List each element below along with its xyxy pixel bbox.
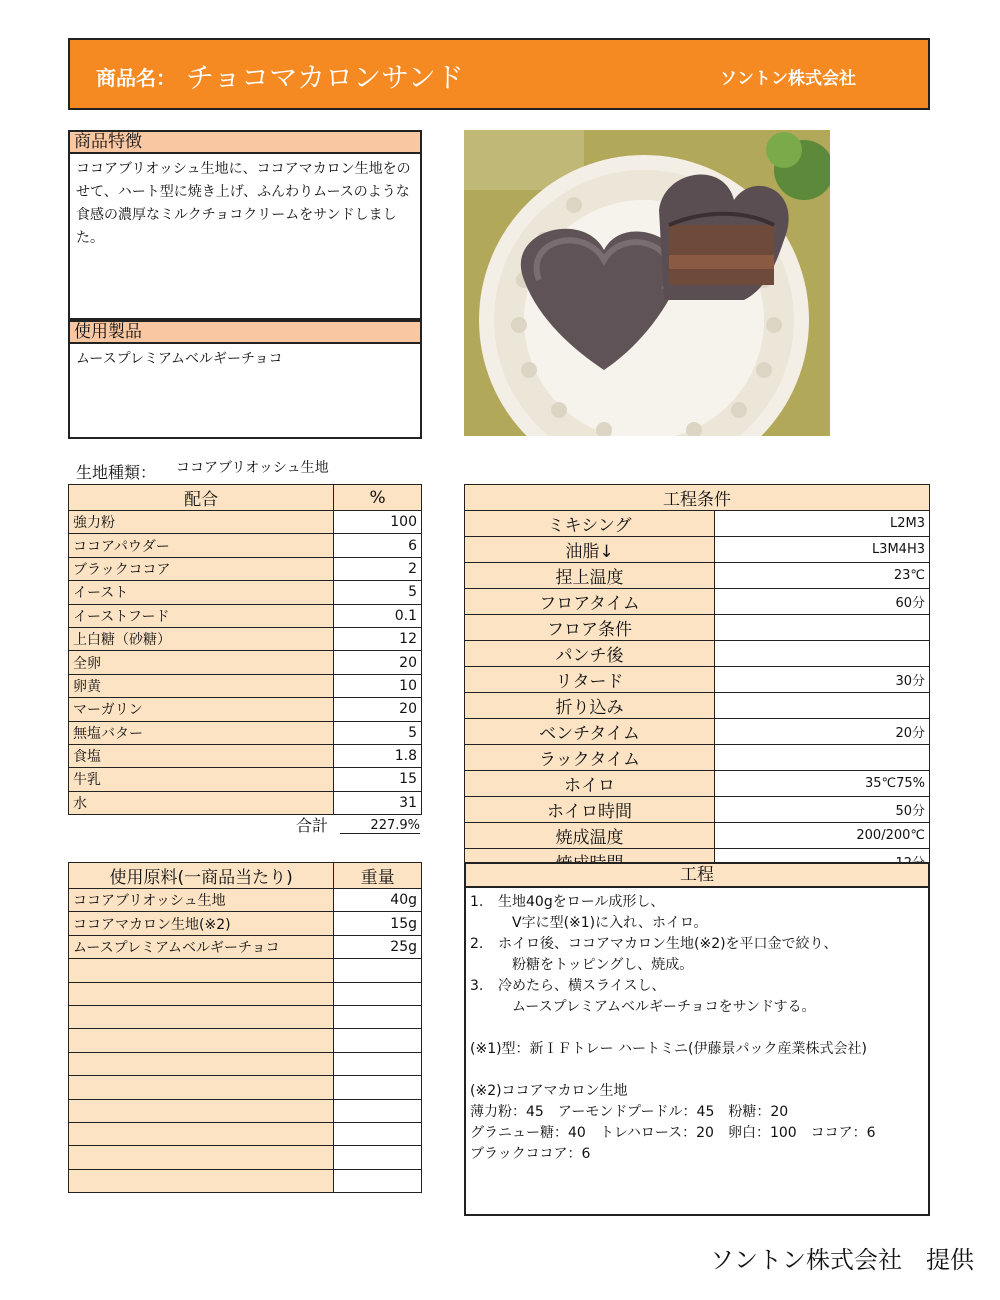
ingredients-row bbox=[69, 959, 422, 982]
conditions-row bbox=[465, 615, 930, 641]
conditions-row bbox=[465, 693, 930, 719]
ingredient-name bbox=[69, 1029, 334, 1052]
condition-name: 捏上温度 bbox=[465, 563, 715, 589]
condition-value: 60分 bbox=[715, 589, 930, 615]
header-company: ソントン株式会社 bbox=[720, 69, 856, 89]
recipe-percent: 2 bbox=[334, 557, 422, 580]
footer-credit: ソントン株式会社 提供 bbox=[710, 1246, 974, 1274]
recipe-percent: 20 bbox=[334, 698, 422, 721]
conditions-row bbox=[465, 719, 930, 745]
ingredient-weight bbox=[334, 1052, 422, 1075]
process-note-macaron-line: 薄力粉：45 アーモンドプードル：45 粉糖：20 bbox=[470, 1104, 789, 1120]
process-step-text: V字に型(※1)に入れ、ホイロ。 bbox=[498, 915, 708, 931]
ingredient-name bbox=[69, 1052, 334, 1075]
process-body bbox=[466, 888, 928, 1169]
recipe-row bbox=[69, 511, 422, 534]
ingredient-weight: 15g bbox=[334, 912, 422, 935]
ingredients-row bbox=[69, 1005, 422, 1028]
condition-value: L2M3 bbox=[715, 511, 930, 537]
process-note-macaron-line: グラニュー糖：40 トレハロース：20 卵白：100 ココア：6 bbox=[470, 1125, 876, 1141]
conditions-row bbox=[465, 667, 930, 693]
condition-name: フロアタイム bbox=[465, 589, 715, 615]
product-name: チョコマカロンサンド bbox=[186, 61, 464, 94]
ingredients-row bbox=[69, 1076, 422, 1099]
product-photo-illustration bbox=[464, 130, 830, 436]
features-text: ココアブリオッシュ生地に、ココアマカロン生地をのせて、ハート型に焼き上げ、ふんわりムースのような食感の濃厚なミルクチョコクリームをサンドしました。 bbox=[76, 161, 411, 246]
process-step-line bbox=[470, 997, 924, 1018]
condition-name: 折り込み bbox=[465, 693, 715, 719]
ingredient-weight bbox=[334, 1122, 422, 1145]
recipe-ingredient: 水 bbox=[69, 791, 334, 814]
condition-value: 30分 bbox=[715, 667, 930, 693]
condition-name: ラックタイム bbox=[465, 745, 715, 771]
recipe-percent: 10 bbox=[334, 674, 422, 697]
condition-name: 油脂↓ bbox=[465, 537, 715, 563]
recipe-ingredient: マーガリン bbox=[69, 698, 334, 721]
features-box bbox=[68, 130, 422, 320]
process-step-number bbox=[470, 913, 498, 934]
conditions-row bbox=[465, 745, 930, 771]
recipe-row bbox=[69, 581, 422, 604]
conditions-row bbox=[465, 823, 930, 849]
recipe-ingredient: 牛乳 bbox=[69, 768, 334, 791]
condition-name: ホイロ時間 bbox=[465, 797, 715, 823]
condition-name: ホイロ bbox=[465, 771, 715, 797]
process-step-line bbox=[470, 934, 924, 955]
conditions-row bbox=[465, 537, 930, 563]
recipe-table bbox=[68, 484, 422, 815]
recipe-percent: 6 bbox=[334, 534, 422, 557]
condition-value bbox=[715, 693, 930, 719]
condition-value bbox=[715, 641, 930, 667]
process-step-line bbox=[470, 955, 924, 976]
recipe-row bbox=[69, 768, 422, 791]
condition-value: L3M4H3 bbox=[715, 537, 930, 563]
condition-value: 20分 bbox=[715, 719, 930, 745]
ingredients-header-row bbox=[69, 863, 422, 889]
recipe-body bbox=[69, 511, 422, 815]
recipe-percent: 31 bbox=[334, 791, 422, 814]
recipe-ingredient: 卵黄 bbox=[69, 674, 334, 697]
ingredients-table bbox=[68, 862, 422, 1193]
process-step-number bbox=[470, 955, 498, 976]
condition-name: 焼成温度 bbox=[465, 823, 715, 849]
condition-name: リタード bbox=[465, 667, 715, 693]
ingredient-weight bbox=[334, 1029, 422, 1052]
ingredient-weight bbox=[334, 1076, 422, 1099]
recipe-ingredient: 無塩バター bbox=[69, 721, 334, 744]
condition-value bbox=[715, 745, 930, 771]
condition-value bbox=[715, 615, 930, 641]
condition-value: 23℃ bbox=[715, 563, 930, 589]
conditions-row bbox=[465, 771, 930, 797]
recipe-row bbox=[69, 534, 422, 557]
ingredients-row bbox=[69, 1052, 422, 1075]
ingredient-name bbox=[69, 1099, 334, 1122]
ingredient-weight bbox=[334, 959, 422, 982]
ingredient-name: ムースプレミアムベルギーチョコ bbox=[69, 935, 334, 958]
process-step-text: 生地40gをロール成形し、 bbox=[498, 894, 665, 910]
recipe-percent: 15 bbox=[334, 768, 422, 791]
process-step-number bbox=[470, 997, 498, 1018]
ingredient-name bbox=[69, 1122, 334, 1145]
ingredients-row bbox=[69, 1169, 422, 1192]
conditions-row bbox=[465, 641, 930, 667]
recipe-ingredient: イースト bbox=[69, 581, 334, 604]
ingredients-row bbox=[69, 1029, 422, 1052]
ingredients-body bbox=[69, 889, 422, 1193]
recipe-percent: 1.8 bbox=[334, 744, 422, 767]
ingredients-row bbox=[69, 889, 422, 912]
products-used-box bbox=[68, 320, 422, 439]
ingredient-weight: 25g bbox=[334, 935, 422, 958]
recipe-percent: 20 bbox=[334, 651, 422, 674]
recipe-ingredient: 食塩 bbox=[69, 744, 334, 767]
conditions-body bbox=[465, 511, 930, 875]
ingredients-header-weight: 重量 bbox=[334, 863, 422, 889]
conditions-table bbox=[464, 484, 930, 875]
conditions-header: 工程条件 bbox=[465, 485, 930, 511]
condition-value: 50分 bbox=[715, 797, 930, 823]
recipe-row bbox=[69, 627, 422, 650]
recipe-ingredient: 上白糖（砂糖） bbox=[69, 627, 334, 650]
condition-name: パンチ後 bbox=[465, 641, 715, 667]
process-step-line bbox=[470, 976, 924, 997]
ingredient-name: ココアブリオッシュ生地 bbox=[69, 889, 334, 912]
recipe-row bbox=[69, 698, 422, 721]
products-used-title: 使用製品 bbox=[70, 322, 420, 344]
ingredients-row bbox=[69, 935, 422, 958]
ingredient-name bbox=[69, 1146, 334, 1169]
recipe-percent: 100 bbox=[334, 511, 422, 534]
ingredient-name: ココアマカロン生地(※2) bbox=[69, 912, 334, 935]
recipe-percent: 0.1 bbox=[334, 604, 422, 627]
ingredient-weight bbox=[334, 1146, 422, 1169]
dough-type bbox=[76, 460, 329, 483]
dough-type-label: 生地種類： bbox=[76, 463, 157, 482]
ingredient-weight bbox=[334, 1005, 422, 1028]
condition-name: ベンチタイム bbox=[465, 719, 715, 745]
process-step-number: 1. bbox=[470, 894, 484, 910]
process-box bbox=[464, 862, 930, 1216]
ingredient-name bbox=[69, 982, 334, 1005]
ingredients-row bbox=[69, 1122, 422, 1145]
recipe-row bbox=[69, 557, 422, 580]
product-header bbox=[68, 38, 930, 110]
recipe-row bbox=[69, 791, 422, 814]
recipe-ingredient: ブラックココア bbox=[69, 557, 334, 580]
ingredient-name bbox=[69, 1076, 334, 1099]
products-used-text: ムースプレミアムベルギーチョコ bbox=[76, 351, 283, 367]
process-step-text: 粉糖をトッピングし、焼成。 bbox=[498, 957, 694, 973]
process-step-text: 冷めたら、横スライスし、 bbox=[498, 978, 666, 994]
process-step-number: 3. bbox=[470, 978, 484, 994]
ingredient-name bbox=[69, 959, 334, 982]
recipe-ingredient: 強力粉 bbox=[69, 511, 334, 534]
recipe-row bbox=[69, 651, 422, 674]
recipe-row bbox=[69, 674, 422, 697]
process-step-line bbox=[470, 913, 924, 934]
recipe-row bbox=[69, 721, 422, 744]
dough-type-value: ココアブリオッシュ生地 bbox=[176, 460, 329, 476]
recipe-percent: 12 bbox=[334, 627, 422, 650]
recipe-header-percent: % bbox=[334, 485, 422, 511]
process-title: 工程 bbox=[466, 864, 928, 888]
recipe-percent: 5 bbox=[334, 581, 422, 604]
recipe-total-label: 合計 bbox=[296, 816, 329, 835]
recipe-ingredient: 全卵 bbox=[69, 651, 334, 674]
ingredients-row bbox=[69, 982, 422, 1005]
product-photo bbox=[464, 130, 830, 436]
conditions-row bbox=[465, 563, 930, 589]
process-step-text: ホイロ後、ココアマカロン生地(※2)を平口金で絞り、 bbox=[498, 936, 838, 952]
conditions-row bbox=[465, 589, 930, 615]
recipe-header-row bbox=[69, 485, 422, 511]
product-name-label: 商品名： bbox=[96, 66, 176, 90]
process-note-mold: (※1)型：新ＩＦトレー ハートミニ(伊藤景パック産業株式会社) bbox=[470, 1041, 867, 1057]
process-step-number: 2. bbox=[470, 936, 484, 952]
recipe-header-name: 配合 bbox=[69, 485, 334, 511]
ingredients-header-name: 使用原料(一商品当たり) bbox=[69, 863, 334, 889]
recipe-ingredient: イーストフード bbox=[69, 604, 334, 627]
condition-value: 200/200℃ bbox=[715, 823, 930, 849]
condition-value: 35℃75% bbox=[715, 771, 930, 797]
ingredient-name bbox=[69, 1005, 334, 1028]
ingredient-weight bbox=[334, 982, 422, 1005]
condition-name: ミキシング bbox=[465, 511, 715, 537]
process-step-text: ムースプレミアムベルギーチョコをサンドする。 bbox=[498, 999, 816, 1015]
conditions-row bbox=[465, 511, 930, 537]
features-title: 商品特徴 bbox=[70, 132, 420, 154]
recipe-percent: 5 bbox=[334, 721, 422, 744]
ingredient-weight bbox=[334, 1099, 422, 1122]
condition-name: フロア条件 bbox=[465, 615, 715, 641]
ingredient-weight bbox=[334, 1169, 422, 1192]
ingredients-row bbox=[69, 912, 422, 935]
recipe-ingredient: ココアパウダー bbox=[69, 534, 334, 557]
recipe-row bbox=[69, 604, 422, 627]
process-note-macaron-title: (※2)ココアマカロン生地 bbox=[470, 1083, 628, 1099]
process-step-line bbox=[470, 892, 924, 913]
ingredient-weight: 40g bbox=[334, 889, 422, 912]
recipe-total-value: 227.9% bbox=[340, 818, 420, 834]
conditions-header-row bbox=[465, 485, 930, 511]
conditions-row bbox=[465, 797, 930, 823]
ingredient-name bbox=[69, 1169, 334, 1192]
recipe-row bbox=[69, 744, 422, 767]
ingredients-row bbox=[69, 1099, 422, 1122]
ingredients-row bbox=[69, 1146, 422, 1169]
process-note-macaron-line: ブラックココア：6 bbox=[470, 1146, 591, 1162]
